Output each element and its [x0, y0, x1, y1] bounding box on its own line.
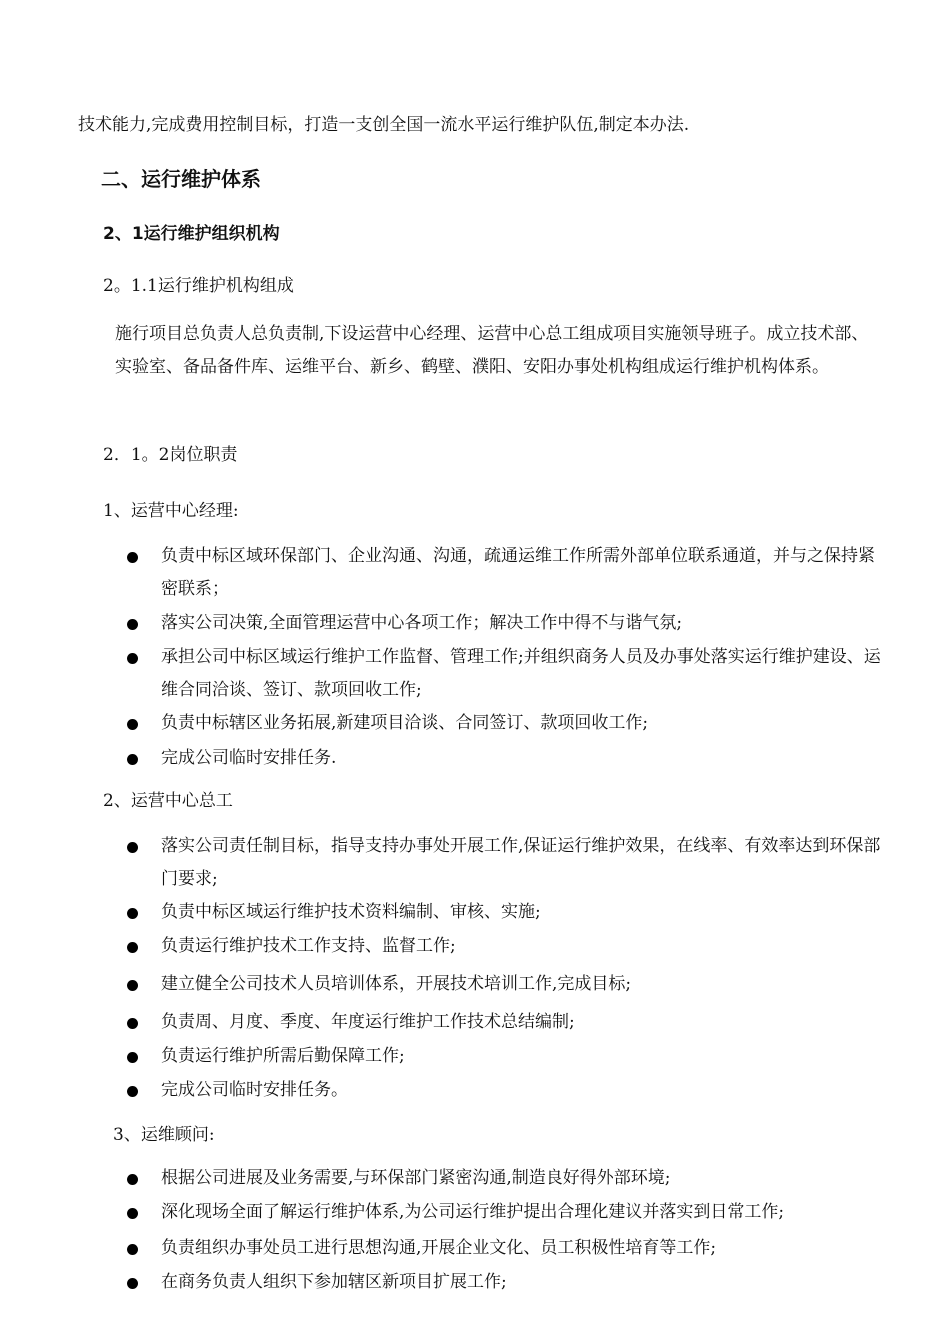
list-item-text: 负责中标区域运行维护技术资料编制、审核、实施; — [161, 902, 541, 922]
intro-line: 技术能力,完成费用控制目标，打造一支创全国一流水平运行维护队伍,制定本办法. — [78, 115, 690, 135]
list-item-text: 负责运行维护技术工作支持、监督工作; — [161, 936, 456, 956]
list-item-text: 完成公司临时安排任务。 — [161, 1080, 348, 1100]
role-title: 1、运营中心经理: — [103, 501, 239, 521]
bullet-icon — [127, 1244, 138, 1255]
role-title: 3、运维顾问: — [113, 1125, 215, 1145]
list-item-text: 负责中标区域环保部门、企业沟通、沟通，疏通运维工作所需外部单位联系通道，并与之保持紧密联系； — [161, 546, 875, 599]
sub-subsection-heading-2: 2．1。2岗位职责 — [103, 445, 238, 465]
list-item-text: 根据公司进展及业务需要,与环保部门紧密沟通,制造良好得外部环境; — [161, 1168, 671, 1188]
list-item-text: 承担公司中标区域运行维护工作监督、管理工作;并组织商务人员及办事处落实运行维护建设、运维合同洽谈、签订、款项回收工作; — [161, 647, 881, 700]
role-title: 2、运营中心总工 — [103, 791, 233, 811]
bullet-icon — [127, 1208, 138, 1219]
org-paragraph: 施行项目总负责人总负责制,下设运营中心经理、运营中心总工组成项目实施领导班子。成立技术部、实验室、备品备件库、运维平台、新乡、鹤壁、濮阳、安阳办事处机构组成运行维护机构体系。 — [115, 324, 869, 377]
list-item-text: 负责周、月度、季度、年度运行维护工作技术总结编制; — [161, 1012, 575, 1032]
list-item-text: 负责中标辖区业务拓展,新建项目洽谈、合同签订、款项回收工作; — [161, 713, 649, 733]
bullet-icon — [127, 653, 138, 664]
subsection-title: 2、1运行维护组织机构 — [103, 224, 280, 244]
sub-subsection-heading-1: 2。1.1运行维护机构组成 — [103, 276, 294, 296]
bullet-icon — [127, 1052, 138, 1063]
list-item-text: 落实公司责任制目标，指导支持办事处开展工作,保证运行维护效果，在线率、有效率达到环保部门要求; — [161, 836, 881, 889]
bullet-icon — [127, 1174, 138, 1185]
bullet-icon — [127, 980, 138, 991]
bullet-icon — [127, 754, 138, 765]
bullet-icon — [127, 1018, 138, 1029]
list-item-text: 负责运行维护所需后勤保障工作; — [161, 1046, 405, 1066]
bullet-icon — [127, 1086, 138, 1097]
list-item-text: 落实公司决策,全面管理运营中心各项工作；解决工作中得不与谐气氛; — [161, 613, 683, 633]
list-item-text: 深化现场全面了解运行维护体系,为公司运行维护提出合理化建议并落实到日常工作; — [161, 1202, 785, 1222]
list-item-text: 负责组织办事处员工进行思想沟通,开展企业文化、员工积极性培育等工作; — [161, 1238, 717, 1258]
list-item-text: 建立健全公司技术人员培训体系，开展技术培训工作,完成目标; — [161, 974, 632, 994]
bullet-icon — [127, 1278, 138, 1289]
bullet-icon — [127, 552, 138, 563]
bullet-icon — [127, 942, 138, 953]
bullet-icon — [127, 619, 138, 630]
section-title: 二、运行维护体系 — [101, 167, 261, 191]
list-item-text: 在商务负责人组织下参加辖区新项目扩展工作; — [161, 1272, 507, 1292]
bullet-icon — [127, 719, 138, 730]
bullet-icon — [127, 842, 138, 853]
bullet-icon — [127, 908, 138, 919]
list-item-text: 完成公司临时安排任务. — [161, 748, 337, 768]
